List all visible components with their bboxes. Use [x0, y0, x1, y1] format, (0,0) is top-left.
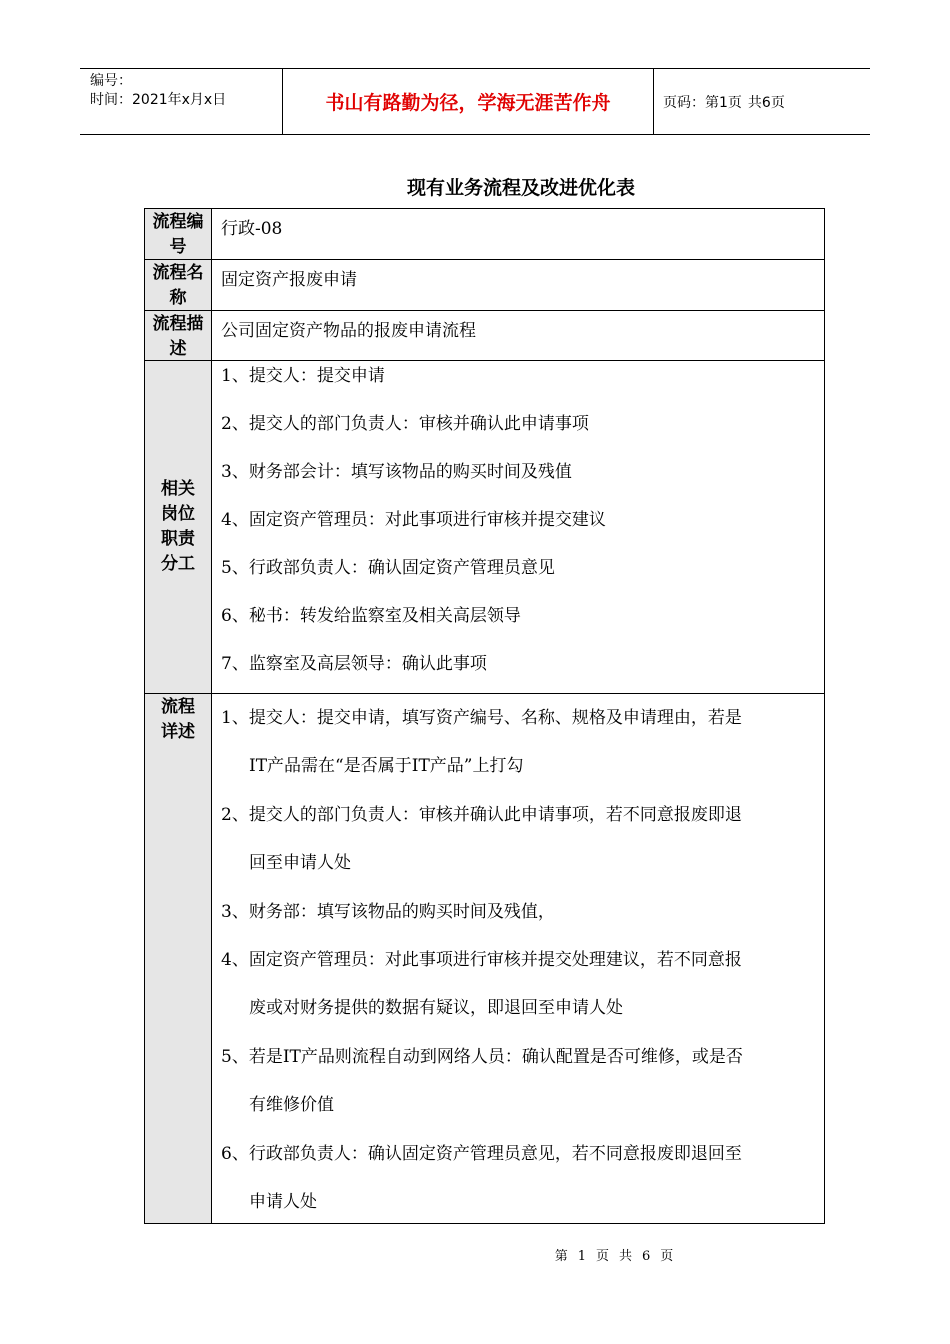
item-continuation: IT产品需在“是否属于IT产品”上打勾 [249, 756, 524, 777]
page-info-cell [654, 69, 870, 134]
row-process-number [145, 209, 824, 260]
item-continuation: 废或对财务提供的数据有疑议，即退回至申请人处 [249, 998, 623, 1019]
row-value: 固定资产报废申请 [221, 270, 357, 290]
row-duties [145, 361, 824, 694]
item-first-line: 4、固定资产管理员：对此事项进行审核并提交处理建议，若不同意报 [221, 950, 742, 971]
footer-page-number: 1 [577, 1249, 586, 1264]
header-left-cell [80, 69, 282, 134]
motto-text: 书山有路勤为径，学海无涯苦作舟 [325, 92, 611, 114]
item-first-line: 2、提交人的部门负责人：审核并确认此申请事项，若不同意报废即退 [221, 804, 742, 825]
time-label: 时间：2021年x月x日 [90, 92, 227, 108]
list-item: 4、固定资产管理员：对此事项进行审核并提交建议 [221, 510, 606, 530]
process-table [144, 208, 825, 1224]
row-label: 流程编号 [145, 209, 212, 259]
list-item [221, 694, 824, 791]
row-label: 流程名称 [145, 260, 212, 310]
page-current: 页码：第1页 [663, 94, 742, 111]
row-process-desc [145, 311, 824, 361]
details-list [212, 694, 824, 1223]
list-item [221, 936, 824, 1033]
item-first-line: 5、若是IT产品则流程自动到网络人员：确认配置是否可维修，或是否 [221, 1046, 743, 1067]
item-continuation: 有维修价值 [249, 1095, 334, 1116]
item-first-line: 3、财务部：填写该物品的购买时间及残值， [221, 901, 555, 922]
details-label-text: 流程详述 [161, 697, 195, 742]
list-item [221, 888, 824, 936]
footer-part: 第 [554, 1249, 568, 1264]
list-item: 3、财务部会计：填写该物品的购买时间及残值 [221, 462, 572, 482]
page-header [80, 68, 870, 135]
page-total: 共6页 [747, 94, 785, 111]
motto-cell [282, 69, 654, 134]
item-continuation: 回至申请人处 [249, 853, 351, 874]
row-label [145, 361, 212, 693]
list-item: 7、监察室及高层领导：确认此事项 [221, 654, 487, 674]
footer-page-total: 6 [642, 1249, 651, 1264]
row-label: 流程描述 [145, 311, 212, 360]
list-item [221, 1033, 824, 1130]
row-label [145, 694, 212, 1223]
footer-part: 共 [619, 1249, 633, 1264]
footer-part: 页 [660, 1249, 674, 1264]
duties-list [212, 361, 824, 693]
number-label: 编号： [90, 73, 132, 89]
list-item: 5、行政部负责人：确认固定资产管理员意见 [221, 558, 555, 578]
footer-part: 页 [595, 1249, 609, 1264]
list-item: 2、提交人的部门负责人：审核并确认此申请事项 [221, 414, 589, 434]
list-item [221, 1130, 824, 1227]
row-process-name [145, 260, 824, 311]
item-continuation: 申请人处 [249, 1192, 317, 1213]
item-first-line: 1、提交人：提交申请，填写资产编号、名称、规格及申请理由，若是 [221, 708, 742, 728]
row-details [145, 694, 824, 1223]
row-value: 行政-08 [221, 219, 283, 239]
list-item: 1、提交人：提交申请 [221, 366, 385, 386]
item-first-line: 6、行政部负责人：确认固定资产管理员意见，若不同意报废即退回至 [221, 1143, 742, 1164]
list-item: 6、秘书：转发给监察室及相关高层领导 [221, 606, 521, 626]
document-title: 现有业务流程及改进优化表 [406, 177, 635, 199]
list-item [221, 791, 824, 888]
page-footer [0, 1245, 950, 1264]
row-value: 公司固定资产物品的报废申请流程 [221, 321, 476, 341]
duties-label-text: 相关岗位职责分工 [161, 479, 195, 574]
